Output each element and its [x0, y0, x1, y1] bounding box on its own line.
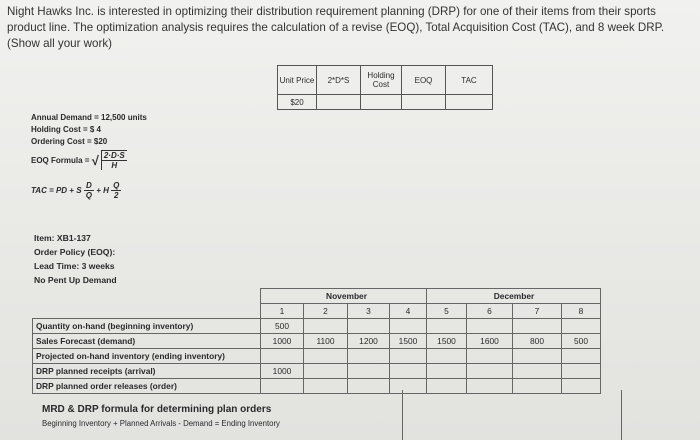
pent-up-demand: No Pent Up Demand	[34, 275, 117, 285]
cell-unit-price: $20	[278, 95, 317, 110]
tac-f1-den: Q	[85, 191, 92, 200]
table-cell	[261, 379, 304, 394]
cell-2ds	[317, 95, 361, 110]
table-cell	[427, 379, 467, 394]
table-row	[33, 319, 601, 334]
table-cell	[467, 379, 513, 394]
table-cell	[390, 379, 427, 394]
week-cell: 2	[304, 304, 348, 319]
table-cell	[304, 364, 348, 379]
table-cell: 1600	[467, 334, 513, 349]
tac-plus-h: + H	[96, 186, 109, 195]
cell-holding-cost	[361, 95, 402, 110]
table-cell	[348, 319, 390, 334]
annual-demand: Annual Demand = 12,500 units	[31, 113, 147, 122]
footer-note	[42, 404, 280, 428]
table-cell: 1500	[390, 334, 427, 349]
header-holding-cost: Holding Cost	[361, 66, 402, 95]
lead-time: Lead Time: 3 weeks	[34, 261, 115, 271]
sqrt-icon: √	[91, 153, 99, 168]
table-cell	[562, 349, 601, 364]
week-cell: 6	[467, 304, 513, 319]
tac-lhs: TAC = PD + S	[31, 186, 82, 195]
table-cell: 1200	[348, 334, 390, 349]
table-cell	[348, 379, 390, 394]
cell-tac	[446, 95, 493, 110]
week-cell: 1	[261, 304, 304, 319]
table-cell	[513, 364, 562, 379]
table-cell	[348, 364, 390, 379]
drp-table	[32, 288, 601, 394]
item-info	[34, 231, 117, 287]
week-cell: 3	[348, 304, 390, 319]
header-eoq: EOQ	[402, 66, 446, 95]
table-cell	[304, 379, 348, 394]
eoq-radical	[101, 150, 127, 170]
tac-formula	[31, 181, 121, 200]
divider	[402, 390, 403, 440]
table-cell	[562, 319, 601, 334]
row-label: DRP planned receipts (arrival)	[33, 364, 261, 379]
table-cell	[427, 364, 467, 379]
cell-eoq	[402, 95, 446, 110]
table-cell	[390, 319, 427, 334]
row-label: Quantity on-hand (beginning inventory)	[33, 319, 261, 334]
eoq-denominator: H	[111, 161, 118, 170]
table-cell	[390, 364, 427, 379]
tac-f2-den: 2	[114, 191, 119, 200]
footer-formula: Beginning Inventory + Planned Arrivals - Demand = Ending Inventory	[42, 419, 280, 428]
row-label: DRP planned order releases (order)	[33, 379, 261, 394]
table-cell	[304, 319, 348, 334]
table-cell	[348, 349, 390, 364]
table-cell: 1000	[261, 364, 304, 379]
table-cell	[467, 319, 513, 334]
table-cell	[427, 349, 467, 364]
eoq-numerator: 2·D·S	[103, 151, 125, 160]
header-2ds: 2*D*S	[317, 66, 361, 95]
table-cell	[562, 364, 601, 379]
table-cell	[261, 349, 304, 364]
table-cell: 500	[261, 319, 304, 334]
tac-f2-num: Q	[113, 181, 120, 190]
week-cell: 8	[562, 304, 601, 319]
table-cell: 800	[513, 334, 562, 349]
problem-statement: Night Hawks Inc. is interested in optimizing their distribution requirement planning (DRP) for one of their items from their sports product line. The optimization analysis requires the calculation of a revise (EOQ), Total Acquisition Cost (TAC), and 8 week DRP. (Show all your work)	[7, 5, 665, 50]
tac-f1-num: D	[84, 181, 94, 191]
table-row	[33, 334, 601, 349]
row-label: Projected on-hand inventory (ending inventory)	[33, 349, 261, 364]
table-cell	[467, 364, 513, 379]
table-cell	[304, 349, 348, 364]
holding-cost: Holding Cost = $ 4	[31, 125, 102, 134]
week-cell: 7	[513, 304, 562, 319]
week-cell: 5	[427, 304, 467, 319]
order-policy: Order Policy (EOQ):	[34, 247, 116, 257]
table-cell	[513, 349, 562, 364]
table-cell	[513, 379, 562, 394]
week-cell: 4	[390, 304, 427, 319]
ordering-cost: Ordering Cost = $20	[31, 137, 108, 146]
table-cell	[513, 319, 562, 334]
table-cell: 500	[562, 334, 601, 349]
divider	[621, 390, 622, 440]
table-cell: 1500	[427, 334, 467, 349]
table-cell: 1000	[261, 334, 304, 349]
header-unit-price: Unit Price	[278, 66, 317, 95]
tac-fraction-q2	[111, 181, 121, 200]
table-cell: 1100	[304, 334, 348, 349]
table-row	[33, 379, 601, 394]
row-label: Sales Forecast (demand)	[33, 334, 261, 349]
month-november: November	[304, 289, 390, 304]
table-cell	[467, 349, 513, 364]
item-code: Item: XB1-137	[34, 233, 91, 243]
table-row	[33, 364, 601, 379]
eoq-formula-label: EOQ Formula =	[31, 156, 90, 165]
calc-table	[277, 65, 493, 110]
table-cell	[562, 379, 601, 394]
table-cell	[427, 319, 467, 334]
header-tac: TAC	[446, 66, 493, 95]
table-row	[33, 349, 601, 364]
eoq-formula	[31, 150, 127, 170]
tac-fraction-dq	[84, 181, 94, 200]
footer-heading: MRD & DRP formula for determining plan orders	[42, 404, 272, 415]
month-december: December	[467, 289, 562, 304]
given-values	[31, 112, 147, 148]
table-cell	[390, 349, 427, 364]
